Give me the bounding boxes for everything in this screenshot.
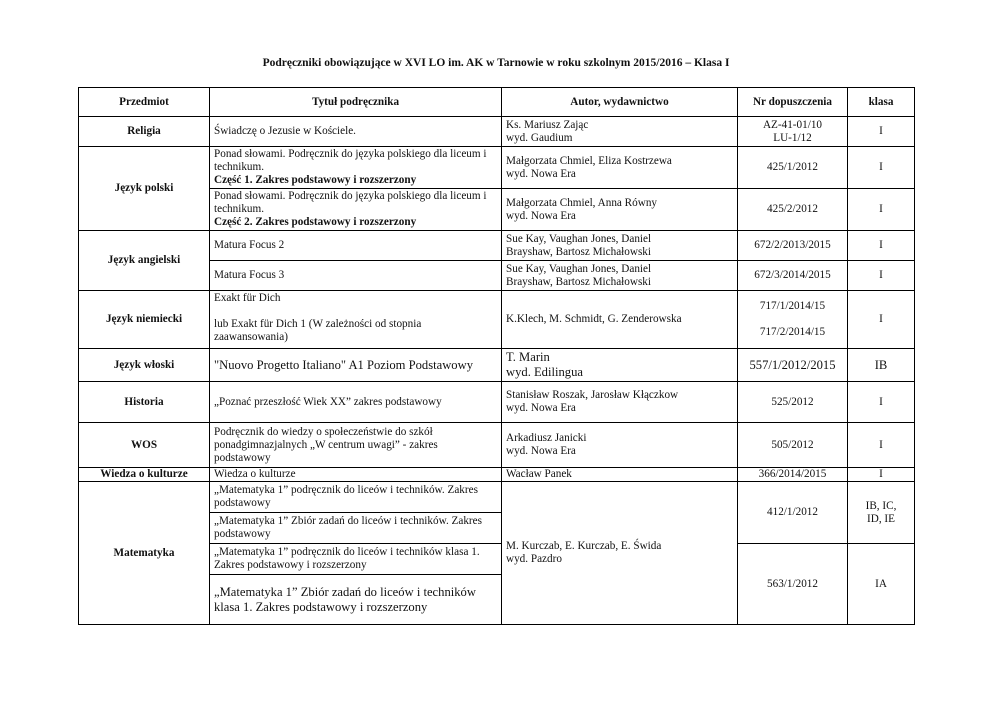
author-cell: Wacław Panek [502, 468, 738, 482]
table-row [79, 231, 915, 261]
author-cell: K.Klech, M. Schmidt, G. Zenderowska [502, 291, 738, 349]
author-cell: Małgorzata Chmiel, Anna Równy wyd. Nowa Era [502, 189, 738, 231]
header-title: Tytuł podręcznika [210, 88, 502, 117]
class-cell: I [848, 382, 915, 423]
subject-cell: Język niemiecki [79, 291, 210, 349]
author-cell: T. Marin wyd. Edilingua [502, 349, 738, 382]
subject-cell: Wiedza o kulturze [79, 468, 210, 482]
approval-cell: 505/2012 [738, 423, 848, 468]
table-row [79, 349, 915, 382]
author-cell: Sue Kay, Vaughan Jones, Daniel Brayshaw, Bartosz Michałowski [502, 231, 738, 261]
table-header-row [79, 88, 915, 117]
approval-cell: 525/2012 [738, 382, 848, 423]
subject-cell: WOS [79, 423, 210, 468]
approval-cell: 672/3/2014/2015 [738, 261, 848, 291]
title-cell: Matura Focus 3 [210, 261, 502, 291]
title-cell: „Matematyka 1” Zbiór zadań do liceów i techników klasa 1. Zakres podstawowy i rozszerzony [210, 575, 502, 625]
subject-cell: Matematyka [79, 482, 210, 625]
title-cell: Ponad słowami. Podręcznik do języka polskiego dla liceum i technikum. Część 1. Zakres podstawowy i rozszerzony [210, 147, 502, 189]
table-row [79, 117, 915, 147]
title-cell: „Matematyka 1” podręcznik do liceów i techników. Zakres podstawowy [210, 482, 502, 513]
title-cell: Ponad słowami. Podręcznik do języka polskiego dla liceum i technikum. Część 2. Zakres podstawowy i rozszerzony [210, 189, 502, 231]
class-cell: I [848, 291, 915, 349]
title-cell: „Matematyka 1” podręcznik do liceów i techników klasa 1. Zakres podstawowy i rozszerzony [210, 544, 502, 575]
author-cell: Małgorzata Chmiel, Eliza Kostrzewa wyd. Nowa Era [502, 147, 738, 189]
approval-cell: 717/1/2014/15 717/2/2014/15 [738, 291, 848, 349]
author-cell: Sue Kay, Vaughan Jones, Daniel Brayshaw, Bartosz Michałowski [502, 261, 738, 291]
title-cell: „Matematyka 1” Zbiór zadań do liceów i techników. Zakres podstawowy [210, 513, 502, 544]
approval-cell: 563/1/2012 [738, 544, 848, 625]
author-cell: Arkadiusz Janicki wyd. Nowa Era [502, 423, 738, 468]
title-cell: Matura Focus 2 [210, 231, 502, 261]
class-cell: I [848, 423, 915, 468]
approval-cell: 366/2014/2015 [738, 468, 848, 482]
table-row [79, 468, 915, 482]
approval-cell: AZ-41-01/10 LU-1/12 [738, 117, 848, 147]
title-cell: Wiedza o kulturze [210, 468, 502, 482]
author-cell: M. Kurczab, E. Kurczab, E. Świda wyd. Pazdro [502, 482, 738, 625]
approval-cell: 672/2/2013/2015 [738, 231, 848, 261]
title-cell: "Nuovo Progetto Italiano" A1 Poziom Podstawowy [210, 349, 502, 382]
header-approval-number: Nr dopuszczenia [738, 88, 848, 117]
class-cell: I [848, 117, 915, 147]
approval-cell: 425/1/2012 [738, 147, 848, 189]
class-cell: I [848, 468, 915, 482]
class-cell: IB, IC, ID, IE [848, 482, 915, 544]
header-class: klasa [848, 88, 915, 117]
class-cell: I [848, 147, 915, 189]
class-cell: IA [848, 544, 915, 625]
header-author: Autor, wydawnictwo [502, 88, 738, 117]
textbook-table [78, 87, 915, 625]
subject-cell: Język angielski [79, 231, 210, 291]
title-cell: „Poznać przeszłość Wiek XX” zakres podstawowy [210, 382, 502, 423]
approval-cell: 412/1/2012 [738, 482, 848, 544]
title-cell: Exakt für Dich lub Exakt für Dich 1 (W zależności od stopnia zaawansowania) [210, 291, 502, 349]
table-row [79, 291, 915, 349]
title-cell: Podręcznik do wiedzy o społeczeństwie do szkół ponadgimnazjalnych „W centrum uwagi” - zakres podstawowy [210, 423, 502, 468]
approval-cell: 425/2/2012 [738, 189, 848, 231]
table-row [79, 482, 915, 513]
class-cell: I [848, 261, 915, 291]
subject-cell: Język włoski [79, 349, 210, 382]
approval-cell: 557/1/2012/2015 [738, 349, 848, 382]
class-cell: IB [848, 349, 915, 382]
table-row [79, 423, 915, 468]
class-cell: I [848, 231, 915, 261]
table-row [79, 147, 915, 189]
author-cell: Stanisław Roszak, Jarosław Kłączkow wyd. Nowa Era [502, 382, 738, 423]
page-title: Podręczniki obowiązujące w XVI LO im. AK w Tarnowie w roku szkolnym 2015/2016 – Klasa I [262, 57, 730, 69]
subject-cell: Historia [79, 382, 210, 423]
subject-cell: Język polski [79, 147, 210, 231]
table-row [79, 382, 915, 423]
subject-cell: Religia [79, 117, 210, 147]
title-cell: Świadczę o Jezusie w Kościele. [210, 117, 502, 147]
author-cell: Ks. Mariusz Zając wyd. Gaudium [502, 117, 738, 147]
class-cell: I [848, 189, 915, 231]
header-subject: Przedmiot [79, 88, 210, 117]
